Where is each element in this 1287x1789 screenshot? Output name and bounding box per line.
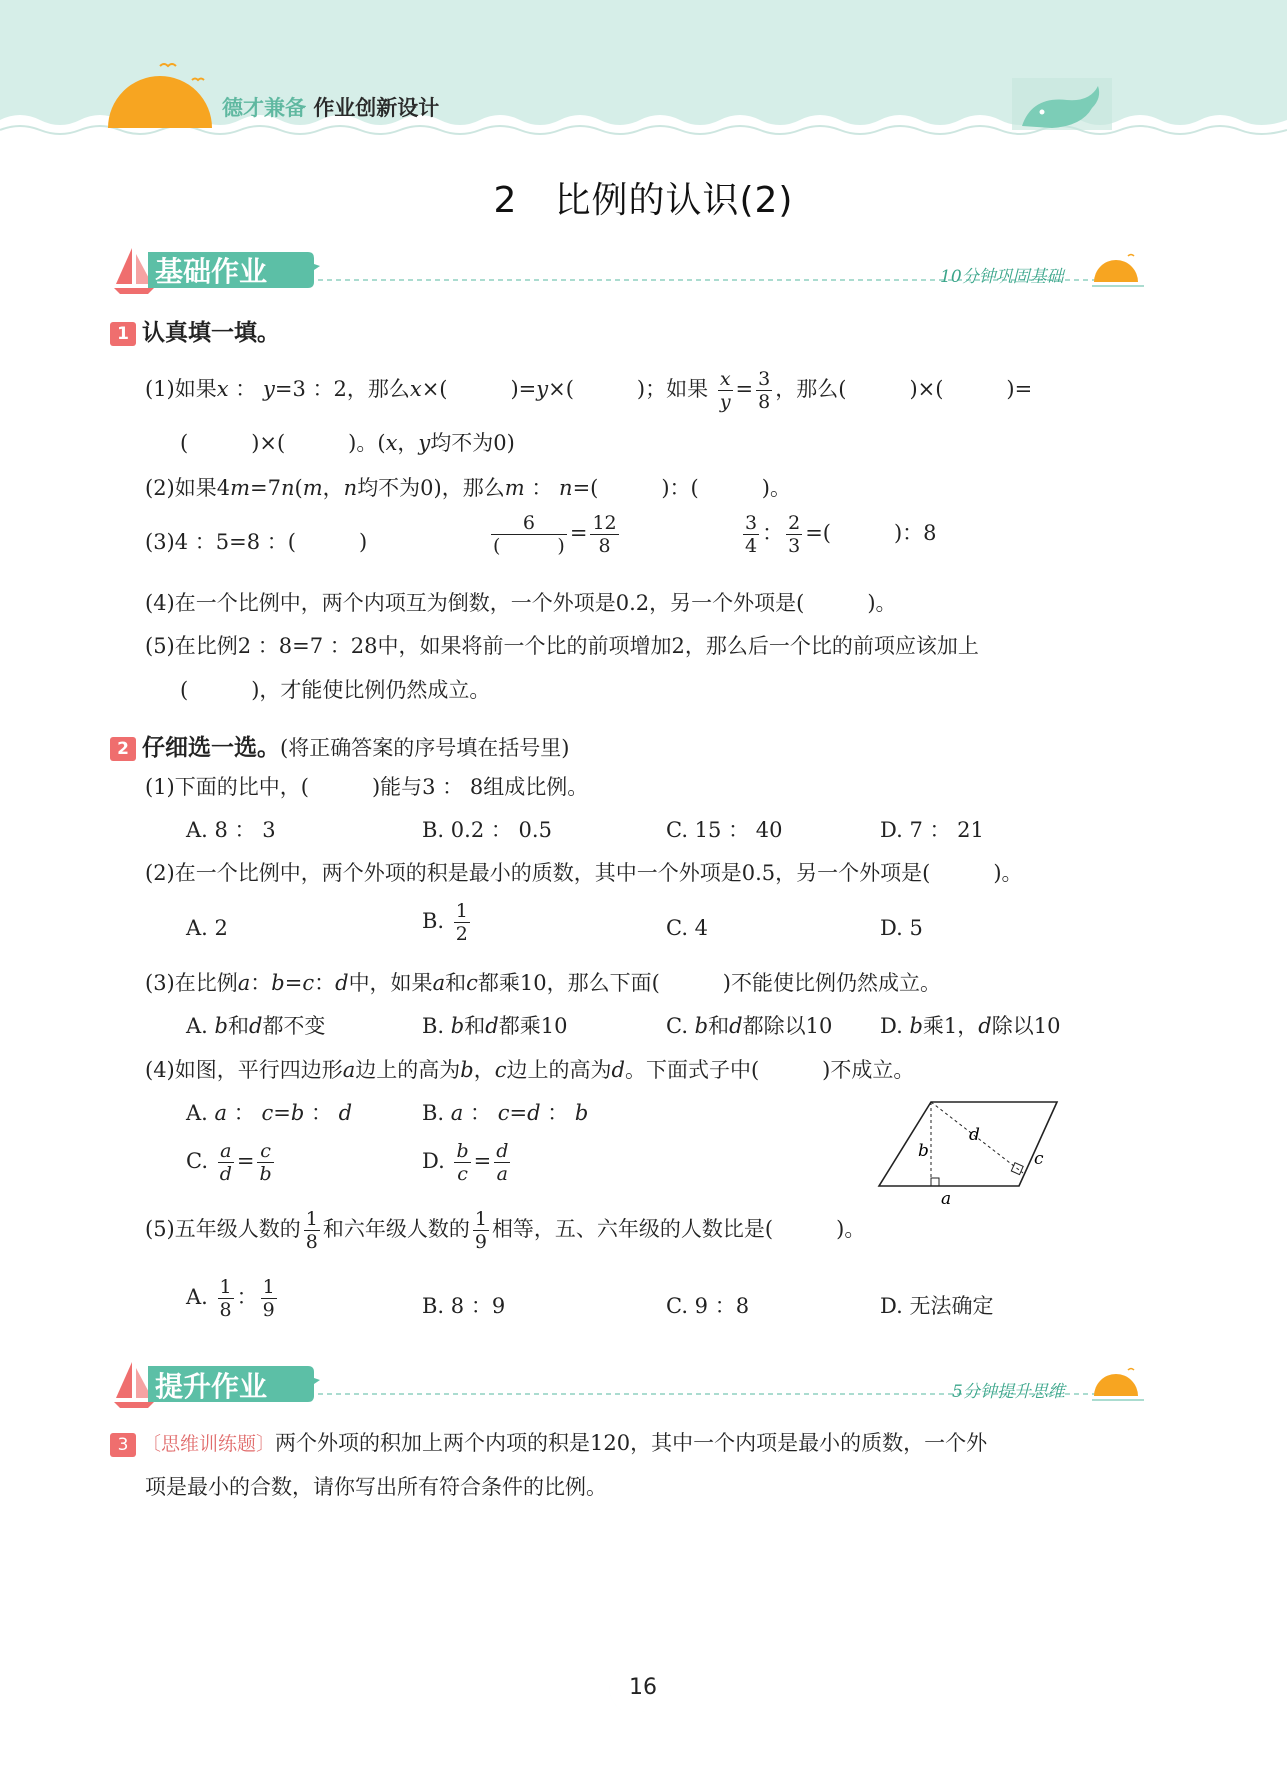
q1-item-5-line-2: ( )，才能使比例仍然成立。 <box>180 678 491 702</box>
small-sun-icon <box>1090 1366 1146 1406</box>
q1-item-1-line-1: (1)如果x ： y=3 ：2，那么x×( )=y×( )；如果 $\frac{x}{y}$ = $\frac{3}{8}$ ，那么( )×( )= <box>145 368 1033 413</box>
figure-label-a: a <box>941 1189 952 1208</box>
section-time-advanced: 5分钟提升思维 <box>952 1382 1065 1402</box>
question-3-line-1: 3 〔思维训练题〕两个外项的积加上两个内项的积是120，其中一个内项是最小的质数，一个外 <box>110 1428 987 1459</box>
fraction: $\frac{1}{8}$ <box>219 1276 232 1321</box>
small-sun-icon <box>1090 252 1146 292</box>
question-3-line-2: 项是最小的合数，请你写出所有符合条件的比例。 <box>145 1475 607 1499</box>
q2-item-5-option-a: A. $\frac{1}{8}$ ： $\frac{1}{9}$ <box>186 1276 275 1321</box>
brand-title: 德才兼备 作业创新设计 <box>222 96 440 120</box>
question-tag: 〔思维训练题〕 <box>142 1433 276 1455</box>
q1-item-1-line-2: ( )×( )。(x，y均不为0) <box>180 431 515 455</box>
q2-item-3-option-c: C. b和d都除以10 <box>666 1014 833 1038</box>
q2-item-4-option-d: D. $\frac{b}{c}$ = $\frac{d}{a}$ <box>422 1140 509 1185</box>
section-label-basic: 基础作业 <box>155 255 268 288</box>
figure-label-b: b <box>918 1141 929 1161</box>
whale-icon <box>1012 78 1112 130</box>
question-number-badge: 2 <box>110 737 136 761</box>
fraction: $\frac{3}{8}$ <box>758 368 771 413</box>
figure-label-c: c <box>1034 1149 1044 1169</box>
page-number: 16 <box>629 1675 657 1700</box>
q1-item-5-line-1: (5)在比例2 ：8=7 ：28中，如果将前一个比的前项增加2，那么后一个比的前项应该加上 <box>145 634 979 658</box>
q2-item-3: (3)在比例a：b=c：d中，如果a和c都乘10，那么下面( )不能使比例仍然成立。 <box>145 971 941 995</box>
fraction: $\frac{12}{8}$ <box>592 512 617 557</box>
fraction: 6 ( ) <box>493 512 565 557</box>
q2-item-1-option-d: D. 7 ： 21 <box>880 818 984 842</box>
q1-item-3-part-3: $\frac{3}{4}$ ： $\frac{2}{3}$ =( )：8 <box>745 512 937 557</box>
fraction: $\frac{1}{9}$ <box>262 1276 275 1321</box>
q2-item-1: (1)下面的比中，( )能与3 ： 8组成比例。 <box>145 775 589 799</box>
q2-item-4-option-c: C. $\frac{a}{d}$ = $\frac{c}{b}$ <box>186 1140 272 1185</box>
fraction: $\frac{a}{d}$ <box>219 1140 232 1185</box>
q2-item-1-option-b: B. 0.2 ： 0.5 <box>422 818 552 842</box>
q2-item-1-option-a: A. 8 ： 3 <box>186 818 276 842</box>
q2-item-1-option-c: C. 15 ： 40 <box>666 818 783 842</box>
q2-item-5-option-d: D. 无法确定 <box>880 1294 994 1318</box>
sun-icon <box>100 58 220 138</box>
question-2-heading: 2 仔细选一选。(将正确答案的序号填在括号里) <box>110 729 569 762</box>
q1-item-3-part-1: (3)4 ：5=8 ：( ) <box>145 530 368 554</box>
q2-item-2-option-c: C. 4 <box>666 916 709 940</box>
question-number-badge: 3 <box>110 1433 136 1457</box>
fraction: $\frac{1}{9}$ <box>474 1208 487 1253</box>
fraction: $\frac{b}{c}$ <box>456 1140 469 1185</box>
q1-item-4: (4)在一个比例中，两个内项互为倒数，一个外项是0.2，另一个外项是( )。 <box>145 591 897 615</box>
q1-item-3-part-2: 6 ( ) = $\frac{12}{8}$ <box>493 512 617 557</box>
fraction: $\frac{c}{b}$ <box>259 1140 272 1185</box>
fraction: $\frac{2}{3}$ <box>788 512 801 557</box>
q2-item-5-option-c: C. 9 ：8 <box>666 1294 750 1318</box>
q2-item-5: (5)五年级人数的 $\frac{1}{8}$ 和六年级人数的 $\frac{1}{9}$ 相等，五、六年级的人数比是( )。 <box>145 1208 866 1253</box>
page-title: 2 比例的认识(2) <box>493 180 794 221</box>
q2-item-2-option-b: B. $\frac{1}{2}$ <box>422 900 468 945</box>
q1-item-2: (2)如果4m=7n(m，n均不为0)，那么m ： n=( )：( )。 <box>145 476 791 500</box>
section-time-basic: 10分钟巩固基础 <box>940 267 1064 287</box>
parallelogram-figure <box>875 1098 1065 1208</box>
fraction: $\frac{d}{a}$ <box>496 1140 509 1185</box>
question-1-heading: 1 认真填一填。 <box>110 314 280 347</box>
figure-label-d: d <box>969 1125 980 1145</box>
q2-item-2-option-a: A. 2 <box>186 916 228 940</box>
fraction: $\frac{1}{8}$ <box>305 1208 318 1253</box>
fraction: $\frac{3}{4}$ <box>745 512 758 557</box>
q2-item-3-option-a: A. b和d都不变 <box>186 1014 326 1038</box>
section-label-advanced: 提升作业 <box>155 1370 268 1403</box>
q2-item-5-option-b: B. 8 ：9 <box>422 1294 506 1318</box>
q2-item-3-option-b: B. b和d都乘10 <box>422 1014 568 1038</box>
question-number-badge: 1 <box>110 322 136 346</box>
q2-item-4-option-b: B. a ： c=d ： b <box>422 1101 589 1125</box>
q2-item-4: (4)如图，平行四边形a边上的高为b，c边上的高为d。下面式子中( )不成立。 <box>145 1058 915 1082</box>
q2-item-2-option-d: D. 5 <box>880 916 923 940</box>
q2-item-2: (2)在一个比例中，两个外项的积是最小的质数，其中一个外项是0.5，另一个外项是( )。 <box>145 861 1023 885</box>
q2-item-3-option-d: D. b乘1，d除以10 <box>880 1014 1061 1038</box>
fraction: $\frac{1}{2}$ <box>455 900 468 945</box>
fraction: $\frac{x}{y}$ <box>719 368 731 413</box>
q2-item-4-option-a: A. a ： c=b ： d <box>186 1101 353 1125</box>
